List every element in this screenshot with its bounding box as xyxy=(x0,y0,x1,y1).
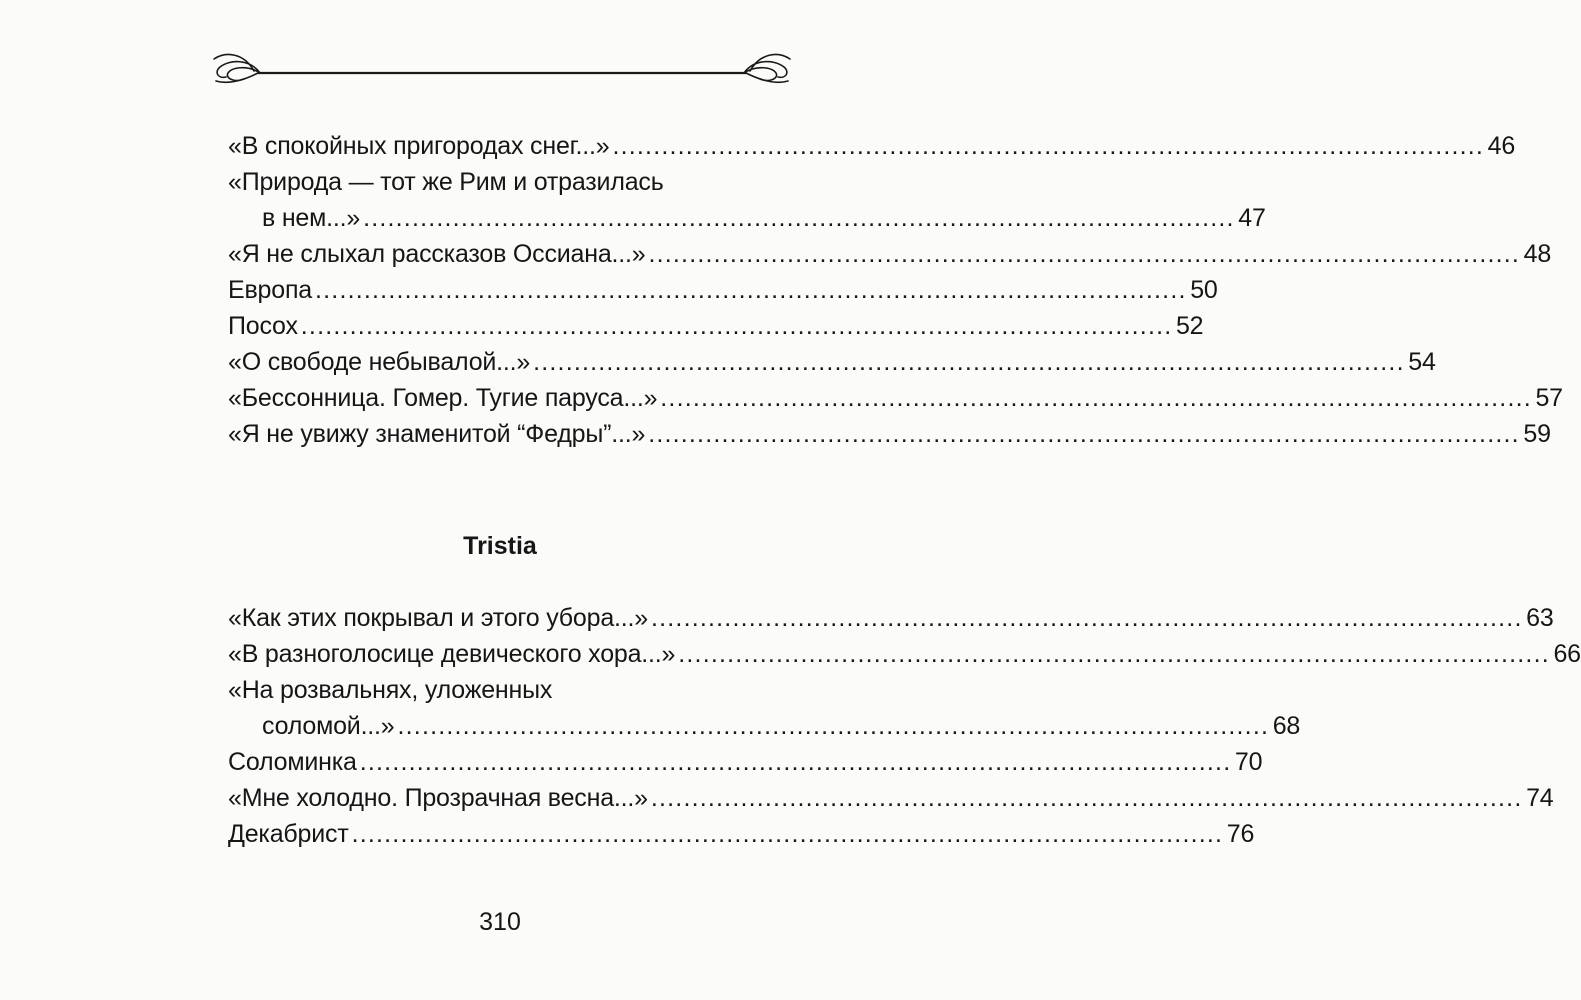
toc-entry-title: Посох xyxy=(228,312,298,340)
leader-dots: ........................................................................................................... xyxy=(650,784,1523,812)
toc-entry-page: 66 xyxy=(1553,640,1581,668)
toc-entry-page: 68 xyxy=(1272,712,1301,740)
toc-entry xyxy=(228,380,1563,416)
leader-dots: ........................................................................................................... xyxy=(351,820,1224,848)
leader-dots: ........................................................................................................... xyxy=(612,132,1485,160)
toc-entry-title-continued: в нем...» xyxy=(262,204,361,232)
toc-entry xyxy=(228,344,1436,380)
toc-entry xyxy=(228,272,1218,308)
leader-dots: ........................................................................................................... xyxy=(315,276,1187,304)
leader-dots: ........................................................................................................... xyxy=(650,604,1523,632)
toc-entry xyxy=(228,200,1266,236)
toc-entry-title: Европа xyxy=(228,276,313,304)
toc-entry-page: 57 xyxy=(1535,384,1563,412)
toc-entry-title: «О свободе небывалой...» xyxy=(228,348,531,376)
leader-dots: ........................................................................................................... xyxy=(660,384,1532,412)
toc-entry xyxy=(228,780,1554,816)
toc-entry-title: «Бессонница. Гомер. Тугие паруса...» xyxy=(228,384,658,412)
toc-entry-title: «В разноголосице девического хора...» xyxy=(228,640,676,668)
toc-entry-page: 48 xyxy=(1523,240,1552,268)
toc-entry-page: 59 xyxy=(1523,420,1551,448)
toc-entry-page: 50 xyxy=(1190,276,1218,304)
leader-dots: ........................................................................................................... xyxy=(648,420,1520,448)
toc-entry-title: «Природа — тот же Рим и отразилась xyxy=(228,168,664,196)
page-number: 310 xyxy=(479,908,521,936)
leader-dots: ........................................................................................................... xyxy=(678,640,1550,668)
toc-entry-title: «В спокойных пригородах снег...» xyxy=(228,132,610,160)
toc-entry-page: 46 xyxy=(1487,132,1516,160)
toc-entry-page: 52 xyxy=(1175,312,1204,340)
toc-entry-page: 54 xyxy=(1408,348,1436,376)
toc-entry xyxy=(228,636,1581,672)
toc-entry-title: «Я не слыхал рассказов Оссиана...» xyxy=(228,240,646,268)
toc-entry xyxy=(228,744,1263,780)
toc-entry-title-continued: соломой...» xyxy=(262,712,395,740)
leader-dots: ........................................................................................................... xyxy=(359,748,1232,776)
toc-entry xyxy=(228,128,1516,164)
toc-section-2 xyxy=(228,600,1581,852)
leader-dots: ........................................................................................................... xyxy=(363,204,1235,232)
toc-entry-page: 76 xyxy=(1226,820,1255,848)
toc-entry-title: Соломинка xyxy=(228,748,357,776)
toc-entry xyxy=(228,236,1552,272)
toc-entry-title: «Я не увижу знаменитой “Федры”...» xyxy=(228,420,646,448)
flourish-divider-icon xyxy=(210,45,794,95)
toc-entry xyxy=(228,816,1255,852)
leader-dots: ........................................................................................................... xyxy=(533,348,1405,376)
toc-entry-page: 70 xyxy=(1234,748,1263,776)
leader-dots: ........................................................................................................... xyxy=(300,312,1173,340)
toc-entry-page: 63 xyxy=(1526,604,1554,632)
leader-dots: ........................................................................................................... xyxy=(648,240,1521,268)
leader-dots: ........................................................................................................... xyxy=(397,712,1270,740)
toc-entry xyxy=(228,308,1204,344)
toc-entry-title: «Как этих покрывал и этого убора...» xyxy=(228,604,648,632)
toc-entry-title: «Мне холодно. Прозрачная весна...» xyxy=(228,784,648,812)
toc-entry xyxy=(228,708,1301,744)
toc-entry-page: 74 xyxy=(1526,784,1554,812)
toc-entry xyxy=(228,600,1554,636)
toc-entry-title: Декабрист xyxy=(228,820,349,848)
toc-section-1 xyxy=(228,128,1563,452)
toc-entry xyxy=(228,416,1551,452)
section-heading: Tristia xyxy=(463,532,537,560)
toc-entry-page: 47 xyxy=(1238,204,1266,232)
toc-entry-title: «На розвальнях, уложенных xyxy=(228,676,553,704)
